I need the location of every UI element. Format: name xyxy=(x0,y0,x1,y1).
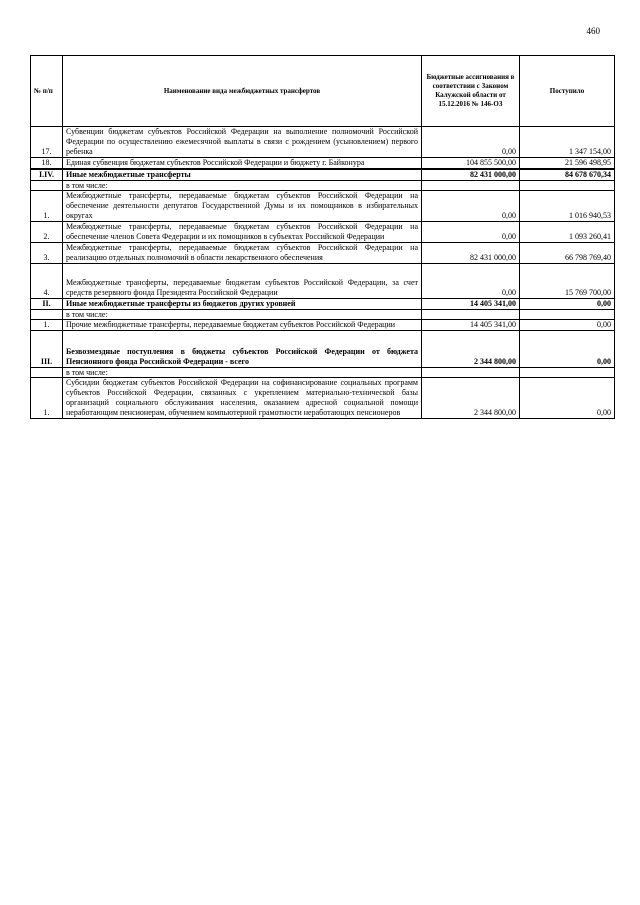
row-budget xyxy=(422,310,520,320)
row-name: Межбюджетные трансферты, передаваемые бюджетам субъектов Российской Федерации, за счет средств резервного фонда Президента Российской Федерации xyxy=(63,264,422,299)
row-number: 18. xyxy=(31,158,63,170)
row-number: I.IV. xyxy=(31,169,63,181)
row-name: Иные межбюджетные трансферты из бюджетов других уровней xyxy=(63,299,422,310)
row-received: 66 798 769,40 xyxy=(520,243,615,264)
table-row xyxy=(31,191,615,222)
subheading-row xyxy=(31,310,615,320)
row-received: 0,00 xyxy=(520,331,615,368)
row-budget: 14 405 341,00 xyxy=(422,320,520,331)
subheading-row xyxy=(31,181,615,191)
row-name: Межбюджетные трансферты, передаваемые бюджетам субъектов Российской Федерации на обеспечение членов Совета Федерации и их помощников в субъектах Российской Федерации xyxy=(63,222,422,243)
row-budget: 82 431 000,00 xyxy=(422,243,520,264)
section-row xyxy=(31,299,615,310)
row-received xyxy=(520,310,615,320)
row-received: 21 596 498,95 xyxy=(520,158,615,170)
table-row xyxy=(31,320,615,331)
row-budget: 2 344 800,00 xyxy=(422,378,520,419)
row-received: 1 093 260,41 xyxy=(520,222,615,243)
row-budget: 0,00 xyxy=(422,191,520,222)
page-number: 460 xyxy=(586,26,600,36)
section-row xyxy=(31,331,615,368)
row-received xyxy=(520,181,615,191)
header-received: Поступило xyxy=(520,56,615,127)
row-name: Единая субвенция бюджетам субъектов Российской Федерации и бюджету г. Байконура xyxy=(63,158,422,170)
row-number: II. xyxy=(31,299,63,310)
row-budget: 0,00 xyxy=(422,264,520,299)
row-received: 15 769 700,00 xyxy=(520,264,615,299)
row-name: Межбюджетные трансферты, передаваемые бюджетам субъектов Российской Федерации на реализацию отдельных полномочий в области лекарственного обеспечения xyxy=(63,243,422,264)
row-number: 17. xyxy=(31,127,63,158)
table-row xyxy=(31,378,615,419)
row-budget: 82 431 000,00 xyxy=(422,169,520,181)
row-name: Прочие межбюджетные трансферты, передаваемые бюджетам субъектов Российской Федерации xyxy=(63,320,422,331)
row-number xyxy=(31,181,63,191)
row-budget: 2 344 800,00 xyxy=(422,331,520,368)
row-received: 0,00 xyxy=(520,378,615,419)
header-name: Наименование вида межбюджетных трансфертов xyxy=(63,56,422,127)
row-budget: 0,00 xyxy=(422,127,520,158)
row-number: 4. xyxy=(31,264,63,299)
row-number: 2. xyxy=(31,222,63,243)
row-budget xyxy=(422,181,520,191)
transfers-table xyxy=(30,55,615,419)
table-row xyxy=(31,243,615,264)
row-budget: 0,00 xyxy=(422,222,520,243)
table-row xyxy=(31,222,615,243)
row-name: Субсидии бюджетам субъектов Российской Федерации на софинансирование социальных программ субъектов Российской Федерации, связанных с укреплением материально-технической базы организаций социального обслуживания населения, оказанием адресной социальной помощи неработающим пенсионерам, обучением компьютерной грамотности неработающих пенсионеров xyxy=(63,378,422,419)
row-received: 1 016 940,53 xyxy=(520,191,615,222)
row-name: в том числе: xyxy=(63,310,422,320)
section-row xyxy=(31,169,615,181)
row-received: 84 678 670,34 xyxy=(520,169,615,181)
row-budget: 14 405 341,00 xyxy=(422,299,520,310)
row-name: Межбюджетные трансферты, передаваемые бюджетам субъектов Российской Федерации на обеспечение деятельности депутатов Государственной Думы и их помощников в избирательных округах xyxy=(63,191,422,222)
header-budget: Бюджетные ассигнования в соответствии с Законом Калужской области от 15.12.2016 № 146-ОЗ xyxy=(422,56,520,127)
row-name: Иные межбюджетные трансферты xyxy=(63,169,422,181)
row-number xyxy=(31,368,63,378)
row-number: 1. xyxy=(31,320,63,331)
row-budget xyxy=(422,368,520,378)
table-row xyxy=(31,264,615,299)
table-header-row xyxy=(31,56,615,127)
table-row xyxy=(31,127,615,158)
row-number: 1. xyxy=(31,191,63,222)
row-received: 0,00 xyxy=(520,320,615,331)
row-received: 0,00 xyxy=(520,299,615,310)
row-received: 1 347 154,00 xyxy=(520,127,615,158)
row-name: Безвозмездные поступления в бюджеты субъектов Российской Федерации от бюджета Пенсионного фонда Российской Федерации - всего xyxy=(63,331,422,368)
row-budget: 104 855 500,00 xyxy=(422,158,520,170)
header-num: № п/п xyxy=(31,56,63,127)
subheading-row xyxy=(31,368,615,378)
row-number xyxy=(31,310,63,320)
row-name: в том числе: xyxy=(63,368,422,378)
table-row xyxy=(31,158,615,170)
row-received xyxy=(520,368,615,378)
row-number: 1. xyxy=(31,378,63,419)
row-name: Субвенции бюджетам субъектов Российской Федерации на выполнение полномочий Российской Федерации по осуществлению ежемесячной выплаты в связи с рождением (усыновлением) первого ребенка xyxy=(63,127,422,158)
row-number: III. xyxy=(31,331,63,368)
row-name: в том числе: xyxy=(63,181,422,191)
row-number: 3. xyxy=(31,243,63,264)
